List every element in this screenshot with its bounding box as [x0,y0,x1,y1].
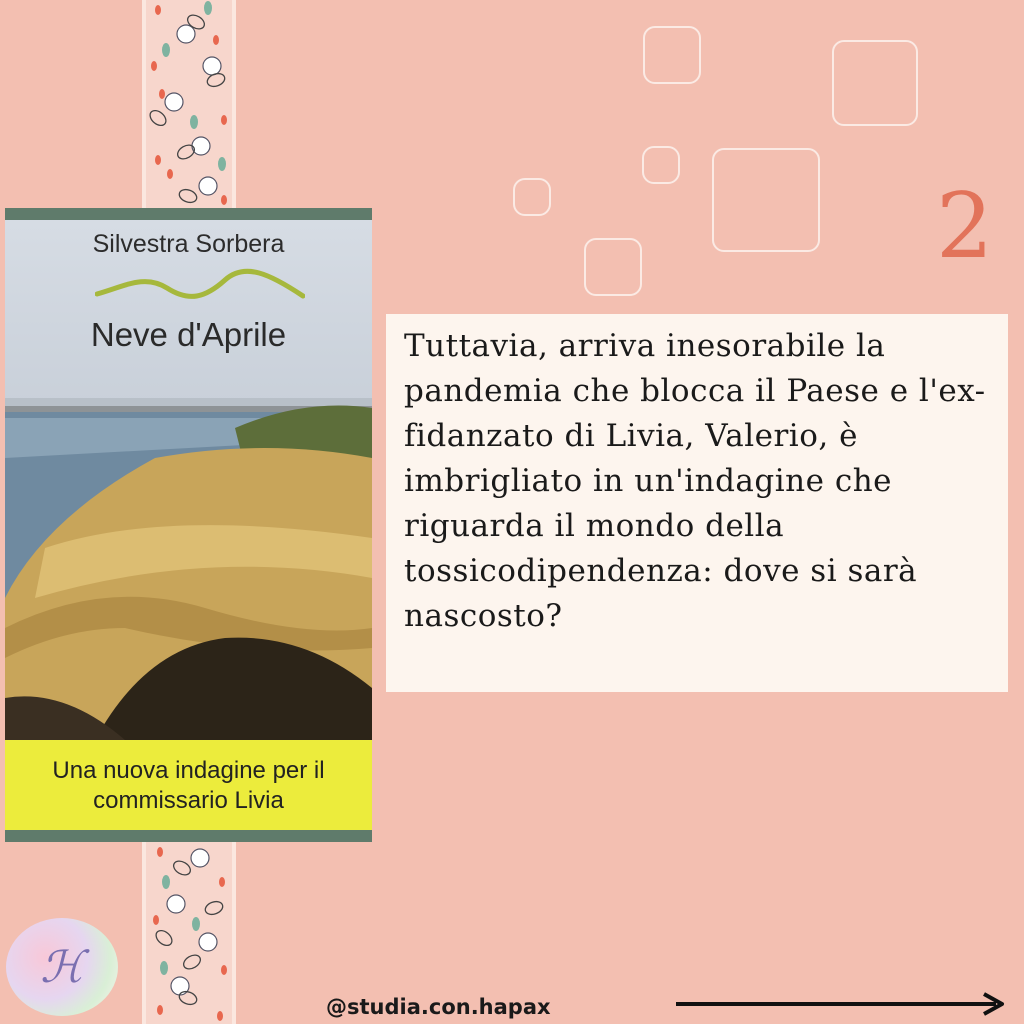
page-number: 2 [936,174,994,279]
logo-letters: ℋ [40,941,84,993]
cover-bottom-band [5,830,372,842]
social-handle[interactable]: @studia.con.hapax [326,995,551,1019]
body-text: Tuttavia, arriva inesorabile la pandemia che blocca il Paese e l'ex-fidanzato di Livia, Valerio, è imbrigliato in un'indagine che riguarda il mondo della tossicodipendenza: dove si sarà nascosto? [404,328,986,634]
deco-square [832,40,918,126]
book-title: Neve d'Aprile [90,316,287,353]
book-subtitle-line2: commissario Livia [93,787,284,814]
floral-ribbon-icon [146,838,232,1024]
deco-square [643,26,701,84]
logo-icon [6,918,118,1016]
next-arrow-icon[interactable] [676,990,1006,1018]
deco-square [712,148,820,252]
book-cover [5,208,372,842]
floral-ribbon-bottom [142,838,236,1024]
cliff-photo [5,398,372,740]
floral-ribbon-top [142,0,236,212]
floral-ribbon-icon [146,0,232,212]
deco-square [513,178,551,216]
book-subtitle-line1: Una nuova indagine per il [52,757,325,784]
deco-square [642,146,680,184]
swoosh-icon [95,268,305,304]
cover-subtitle-band [5,740,372,830]
cover-top-band [5,208,372,220]
book-author: Silvestra Sorbera [92,230,285,258]
text-box [386,314,1008,692]
deco-square [584,238,642,296]
